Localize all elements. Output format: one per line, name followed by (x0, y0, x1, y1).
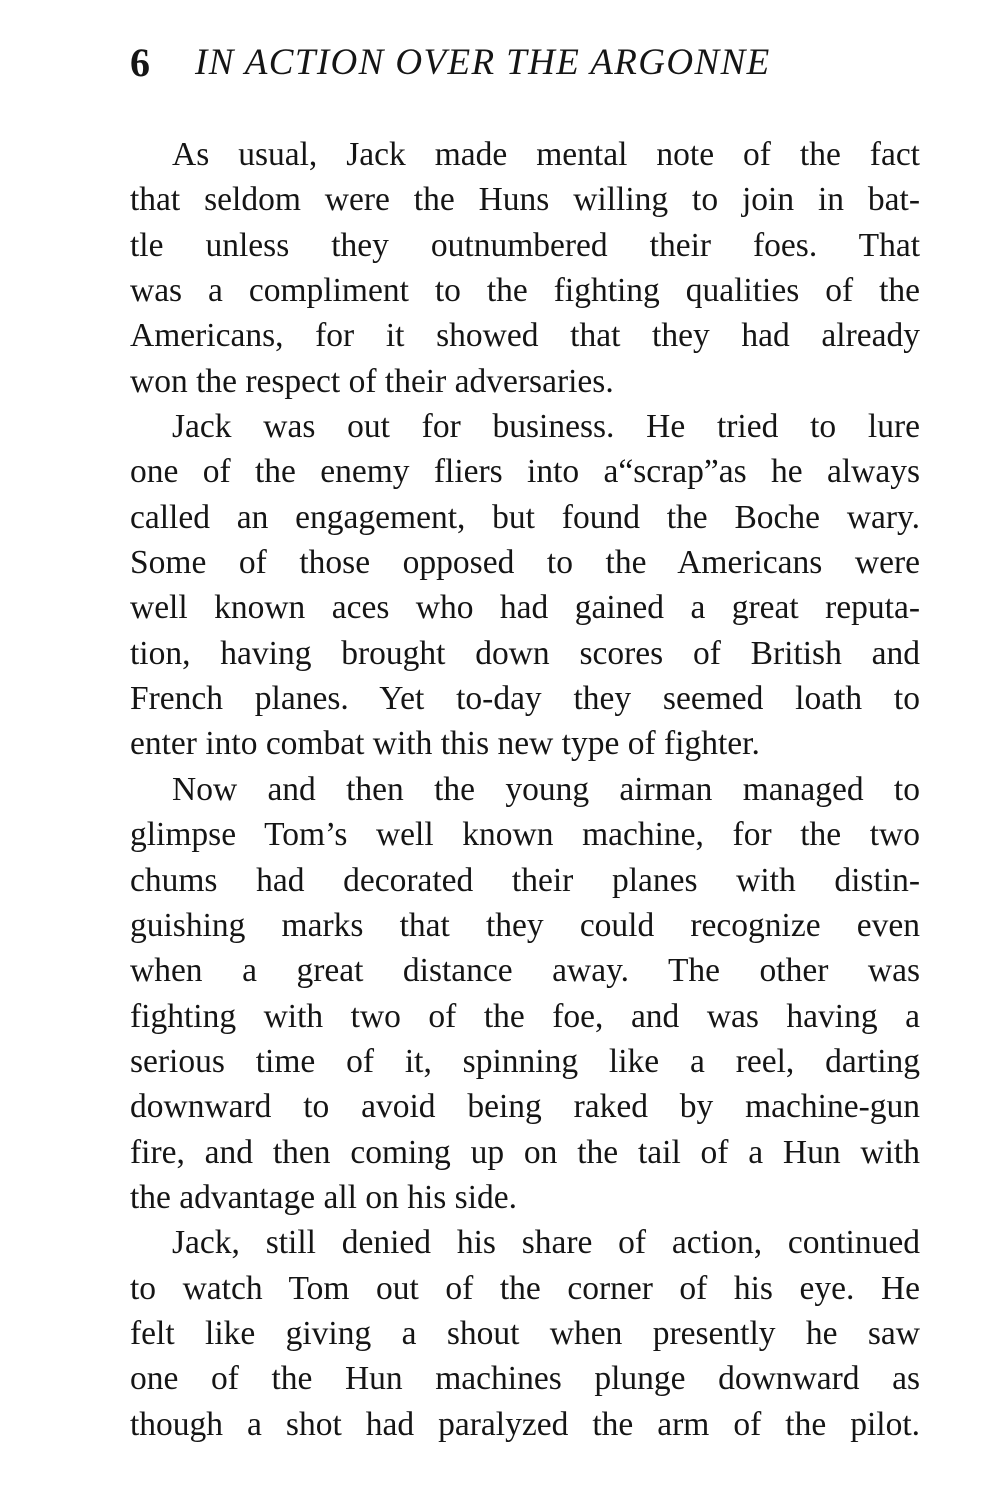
text-line: called an engagement, but found the Boche wary. (130, 498, 920, 536)
text-line: Some of those opposed to the Americans were (130, 544, 920, 582)
text-line: one of the Hun machines plunge downward as (130, 1360, 920, 1398)
text-line: enter into combat with this new type of fighter. (130, 725, 760, 763)
text-line: when a great distance away. The other was (130, 952, 920, 990)
text-line: won the respect of their adversaries. (130, 362, 614, 400)
paragraph-1 (130, 132, 920, 404)
text-line: Now and then the young airman managed to (172, 770, 920, 808)
text-line: fighting with two of the foe, and was having a (130, 997, 920, 1035)
text-line: Jack, still denied his share of action, continued (172, 1224, 920, 1262)
text-line: well known aces who had gained a great reputa- (130, 589, 920, 627)
text-line: serious time of it, spinning like a reel, darting (130, 1042, 920, 1080)
text-line: felt like giving a shout when presently he saw (130, 1314, 920, 1352)
text-line: fire, and then coming up on the tail of a Hun with (130, 1133, 920, 1171)
text-line: though a shot had paralyzed the arm of the pilot. (130, 1405, 920, 1443)
text-line: chums had decorated their planes with distin- (130, 861, 920, 899)
text-line: to watch Tom out of the corner of his eye. He (130, 1269, 920, 1307)
text-line: French planes. Yet to-day they seemed loath to (130, 680, 920, 718)
text-line: one of the enemy fliers into a“scrap”as he always (130, 453, 920, 491)
text-line: As usual, Jack made mental note of the fact (172, 136, 920, 173)
text-line: Americans, for it showed that they had already (130, 317, 920, 355)
body-text (130, 132, 920, 1447)
paragraph-2 (130, 404, 920, 767)
running-head (130, 38, 930, 88)
text-line: that seldom were the Huns willing to join in bat- (130, 181, 920, 219)
running-head-title: IN ACTION OVER THE ARGONNE (195, 42, 771, 83)
text-line: downward to avoid being raked by machine-gun (130, 1088, 920, 1126)
text-line: Jack was out for business. He tried to lure (172, 408, 920, 446)
text-line: tle unless they outnumbered their foes. That (130, 226, 920, 264)
text-line: tion, having brought down scores of British and (130, 634, 920, 672)
paragraph-3 (130, 767, 920, 1220)
text-line: guishing marks that they could recognize even (130, 906, 920, 944)
paragraph-4 (130, 1220, 920, 1447)
text-line: was a compliment to the fighting qualities of the (130, 272, 920, 310)
text-line: the advantage all on his side. (130, 1178, 518, 1216)
text-line: glimpse Tom’s well known machine, for the two (130, 816, 920, 854)
page-number: 6 (130, 40, 150, 85)
